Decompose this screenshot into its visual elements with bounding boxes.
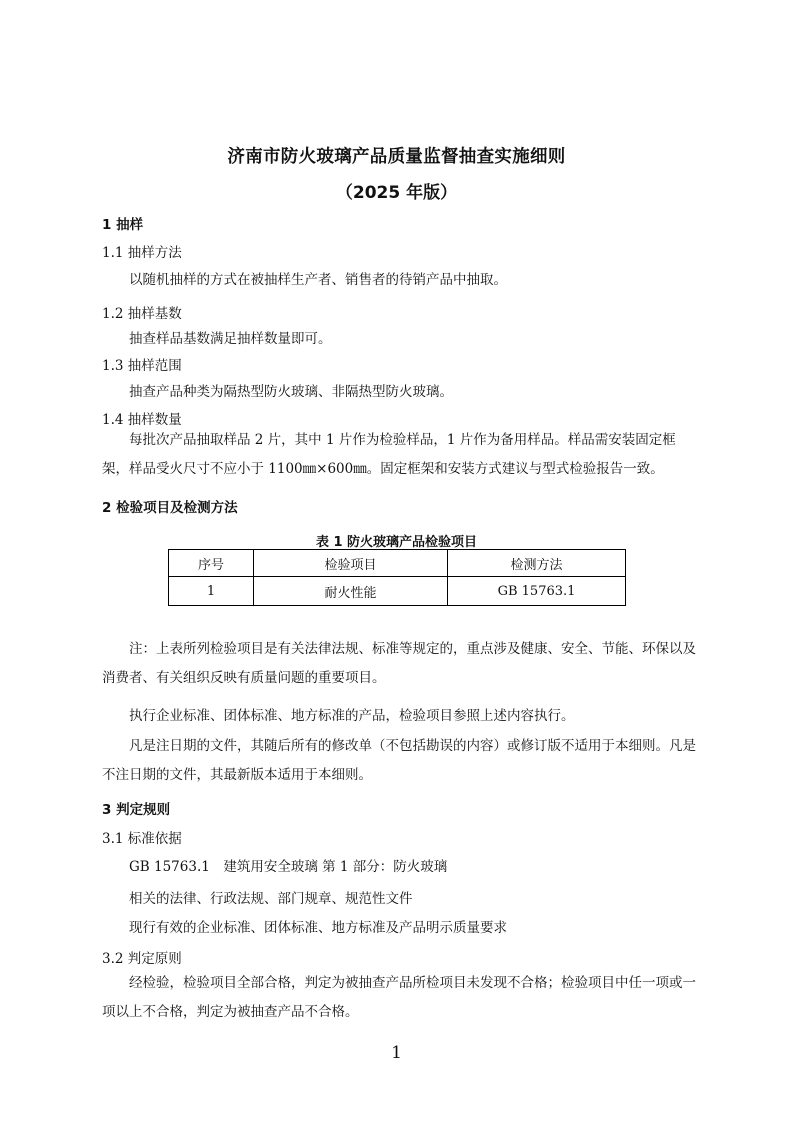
note-paragraph: 注：上表所列检验项目是有关法律法规、标准等规定的，重点涉及健康、安全、节能、环保以及消费者、有关组织反映有质量问题的重要项目。 [102,641,696,686]
section-1-3-text: 抽查产品种类为隔热型防火玻璃、非隔热型防火玻璃。 [129,384,453,400]
note-paragraph-3: 凡是注日期的文件，其随后所有的修改单（不包括勘误的内容）或修订版不适用于本细则。凡是不注日期的文件，其最新版本适用于本细则。 [102,738,696,783]
section-1-4-text: 每批次产品抽取样品 2 片，其中 1 片作为检验样品，1 片作为备用样品。样品需安装固定框架，样品受火尺寸不应小于 1100㎜×600㎜。固定框架和安装方式建议与型式检验报告一致。 [102,432,676,477]
table-header-row [169,550,626,577]
table-cell: 1 [169,577,254,606]
table-row [169,577,626,606]
table-header-cell: 检测方法 [448,550,626,577]
page-title: 济南市防火玻璃产品质量监督抽查实施细则 [227,147,566,167]
page-number: 1 [391,1043,402,1063]
table-header-cell: 序号 [169,550,254,577]
note-paragraph-2: 执行企业标准、团体标准、地方标准的产品，检验项目参照上述内容执行。 [129,708,575,724]
section-1-1-text: 以随机抽样的方式在被抽样生产者、销售者的待销产品中抽取。 [129,272,507,288]
section-3-2-heading: 3.2 判定原则 [102,951,182,967]
section-3-1-heading: 3.1 标准依据 [102,831,182,847]
section-3-heading: 3 判定规则 [102,802,171,818]
standard-reference-2: 相关的法律、行政法规、部门规章、规范性文件 [129,891,413,907]
section-1-3-heading: 1.3 抽样范围 [102,358,182,374]
section-1-2-text: 抽查样品基数满足抽样数量即可。 [129,331,332,347]
standard-reference: GB 15763.1 建筑用安全玻璃 第 1 部分：防火玻璃 [129,859,448,875]
standard-reference-3: 现行有效的企业标准、团体标准、地方标准及产品明示质量要求 [129,920,507,936]
section-3-2-text: 经检验，检验项目全部合格，判定为被抽查产品所检项目未发现不合格；检验项目中任一项或一项以上不合格，判定为被抽查产品不合格。 [102,975,696,1020]
page-subtitle: （2025 年版） [335,183,458,203]
section-1-heading: 1 抽样 [102,217,144,233]
table-cell: GB 15763.1 [448,577,626,606]
table-header-cell: 检验项目 [254,550,448,577]
section-1-2-heading: 1.2 抽样基数 [102,306,182,322]
table-cell: 耐火性能 [254,577,448,606]
section-1-4-heading: 1.4 抽样数量 [102,412,182,428]
inspection-items-table [168,549,626,606]
section-2-heading: 2 检验项目及检测方法 [102,500,238,516]
table-caption: 表 1 防火玻璃产品检验项目 [315,535,478,550]
section-1-1-heading: 1.1 抽样方法 [102,245,182,261]
